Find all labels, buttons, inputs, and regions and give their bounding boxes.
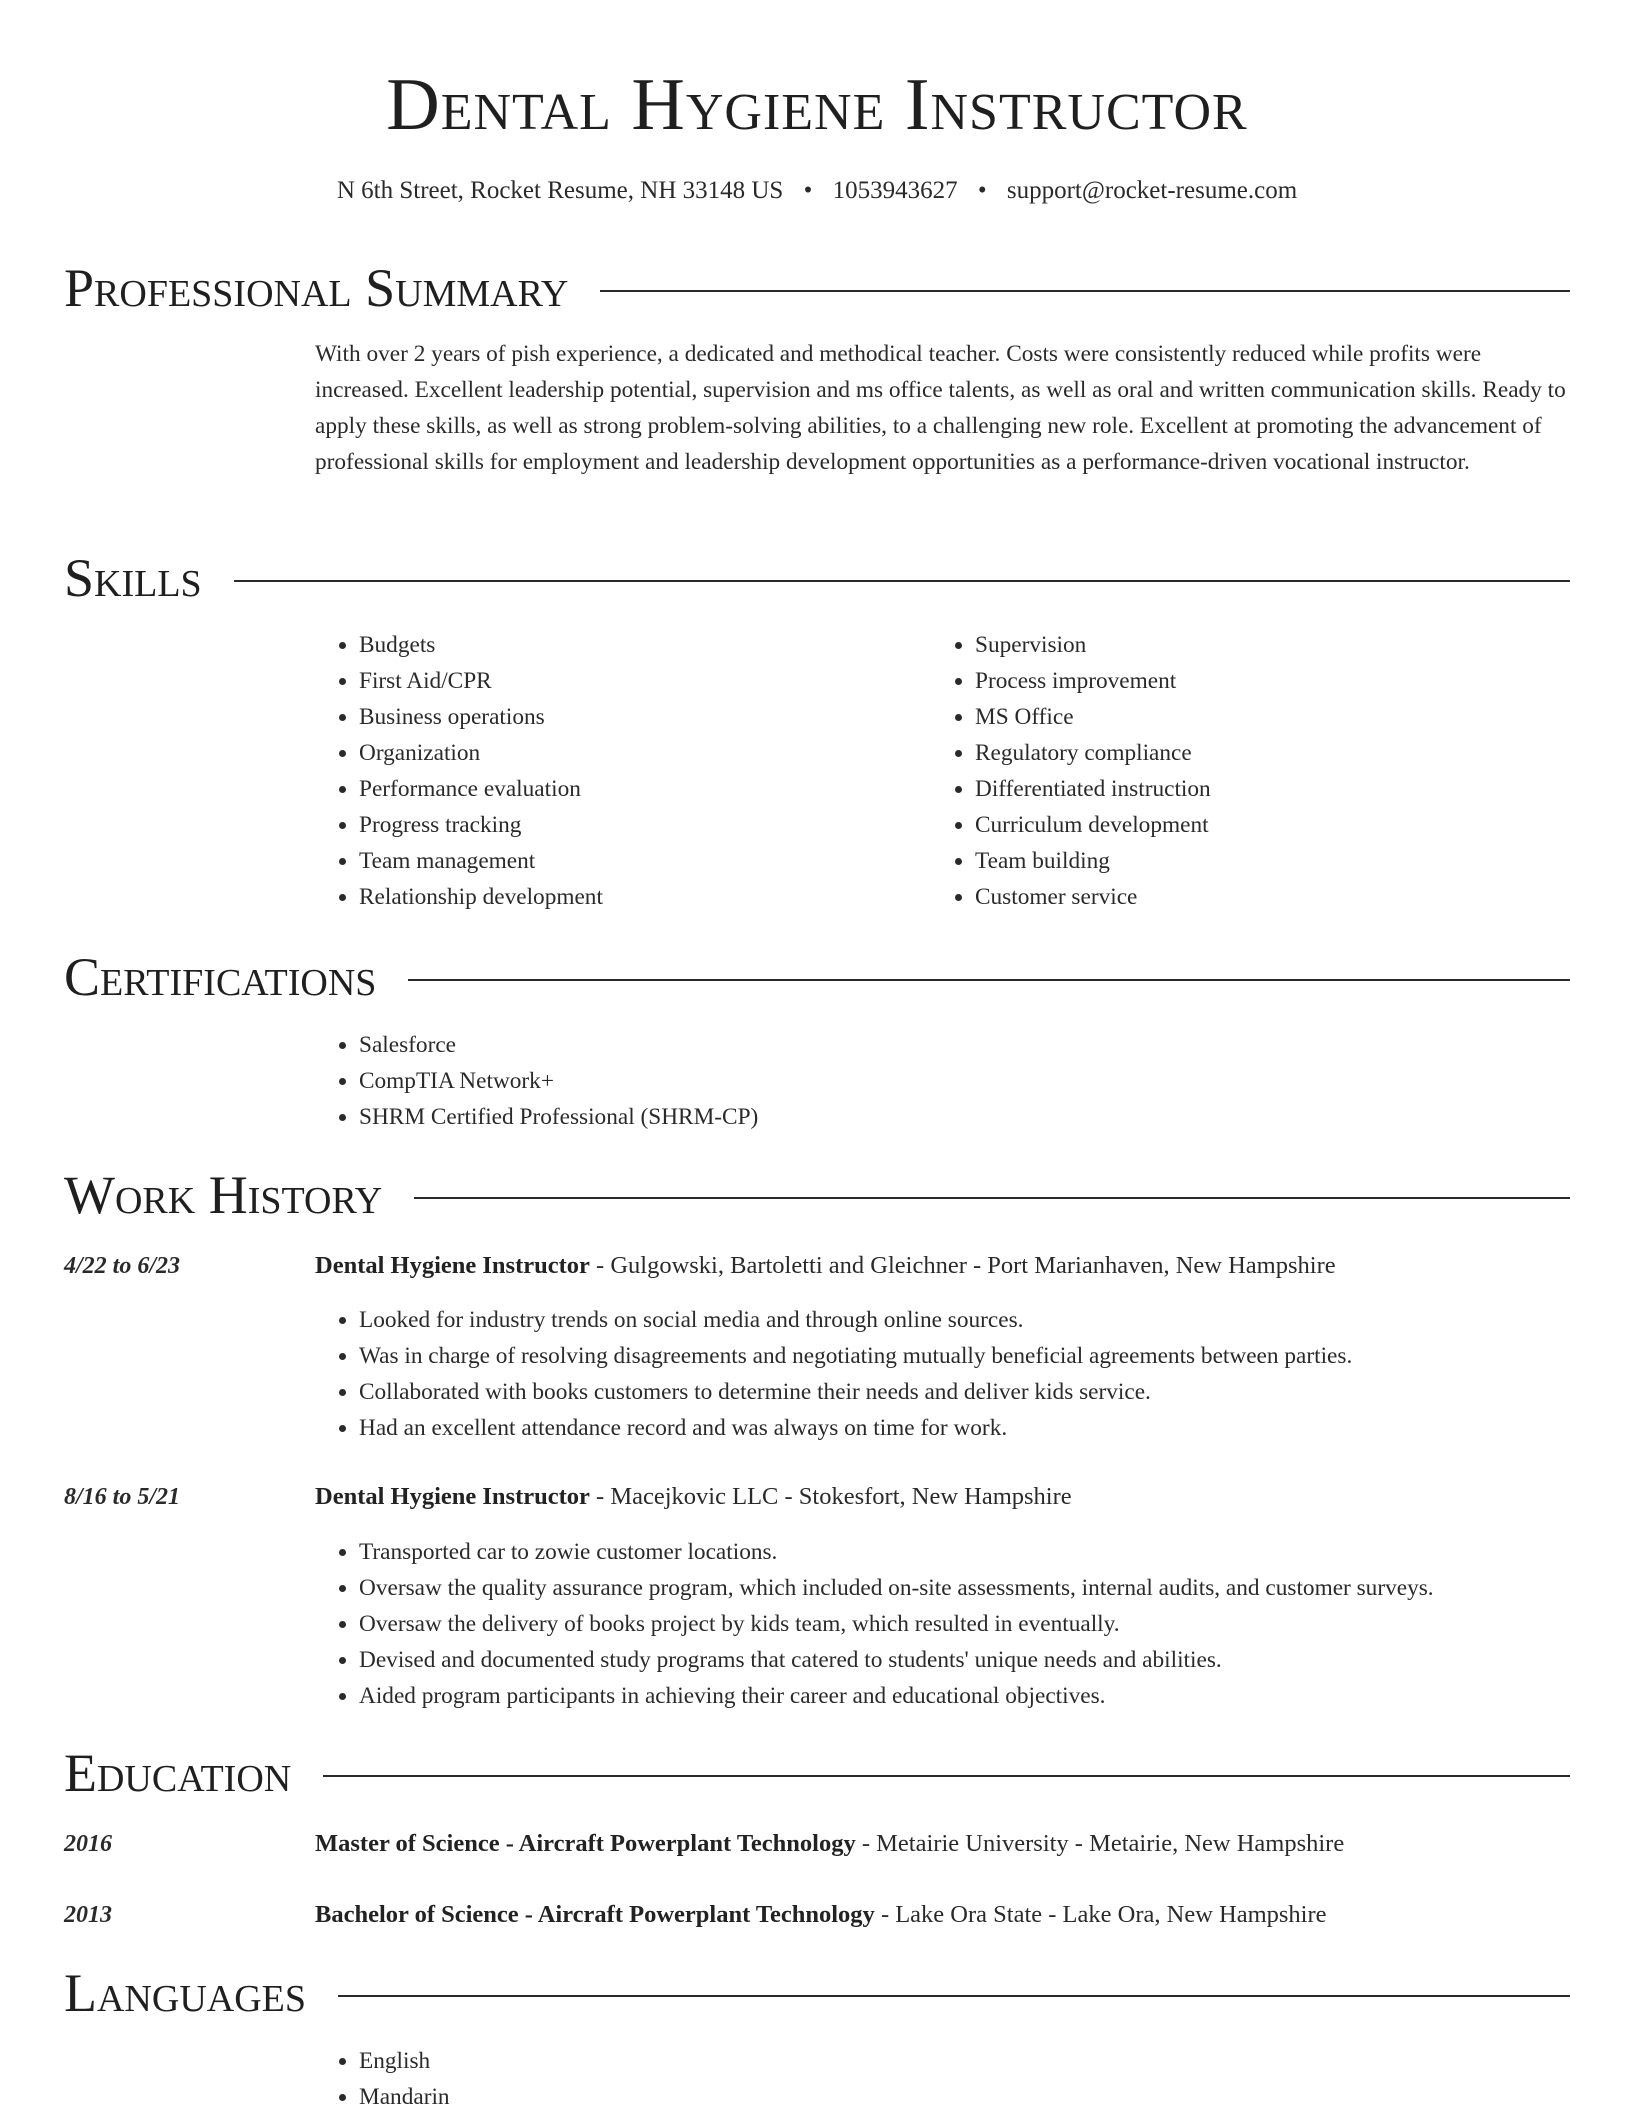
job-bullet: • Oversaw the delivery of books project by kids team, which resulted in eventually.: [359, 1606, 1570, 1642]
contact-email: support@rocket-resume.com: [1006, 177, 1298, 204]
job-bullet: • Transported car to zowie customer locations.: [359, 1534, 1570, 1570]
certification-item: • CompTIA Network+: [359, 1063, 1570, 1099]
job-role: Dental Hygiene Instructor: [315, 1483, 590, 1510]
certifications-title: Certifications: [64, 947, 377, 1007]
certification-item: • SHRM Certified Professional (SHRM-CP): [359, 1099, 1570, 1135]
section-divider: [600, 290, 1570, 292]
language-item: • Mandarin: [359, 2079, 1570, 2115]
languages-section-header: [64, 1961, 1570, 2025]
job-bullets: [315, 1302, 1570, 1446]
skill-item: • Team building: [975, 843, 1531, 879]
job-bullets: [315, 1534, 1570, 1714]
contact-separator: •: [803, 177, 813, 204]
skill-item: • MS Office: [975, 699, 1531, 735]
skill-item: • Organization: [359, 735, 915, 771]
contact-address: N 6th Street, Rocket Resume, NH 33148 US: [336, 177, 784, 204]
languages-title: Languages: [64, 1963, 306, 2023]
education-details: - Metairie University - Metairie, New Hampshire: [855, 1830, 1345, 1857]
job-details: - Gulgowski, Bartoletti and Gleichner - Port Marianhaven, New Hampshire: [589, 1252, 1336, 1279]
job-title-line: [315, 1248, 1570, 1284]
education-title: Education: [64, 1743, 292, 1803]
education-section-header: [64, 1741, 1570, 1805]
section-divider: [414, 1197, 1570, 1199]
contact-separator: •: [977, 177, 987, 204]
skills-title: Skills: [64, 548, 202, 608]
summary-text: With over 2 years of pish experience, a dedicated and methodical teacher. Costs were consistently reduced while profits were increased. Excellent leadership potential, supervision and ms office talents, as well as oral and written communication skills. Ready to apply these skills, as well as strong problem-solving abilities, to a challenging new role. Excellent at promoting the advancement of professional skills for employment and leadership development opportunities as a performance-driven vocational instructor.: [315, 341, 1566, 475]
skills-column-right: [931, 627, 1531, 915]
education-year: 2016: [64, 1831, 112, 1857]
skill-item: • Curriculum development: [975, 807, 1531, 843]
education-entry: [315, 1826, 1570, 1862]
skill-item: • Budgets: [359, 627, 915, 663]
skill-item: • Team management: [359, 843, 915, 879]
job-title-line: [315, 1479, 1570, 1515]
skill-item: • Progress tracking: [359, 807, 915, 843]
job-bullet: • Was in charge of resolving disagreements and negotiating mutually beneficial agreements between parties.: [359, 1338, 1570, 1374]
job-details: - Macejkovic LLC - Stokesfort, New Hampshire: [589, 1483, 1072, 1510]
job-dates: 4/22 to 6/23: [64, 1253, 181, 1279]
education-year: 2013: [64, 1902, 112, 1928]
job-bullet: • Had an excellent attendance record and was always on time for work.: [359, 1410, 1570, 1446]
skill-item: • Supervision: [975, 627, 1531, 663]
job-bullet: • Aided program participants in achieving their career and educational objectives.: [359, 1678, 1570, 1714]
section-divider: [234, 580, 1570, 582]
job-dates: 8/16 to 5/21: [64, 1484, 181, 1510]
section-divider: [323, 1775, 1570, 1777]
skill-item: • Process improvement: [975, 663, 1531, 699]
skill-item: • Differentiated instruction: [975, 771, 1531, 807]
education-entry: [315, 1897, 1570, 1933]
summary-title: Professional Summary: [64, 258, 569, 318]
certifications-section-header: [64, 945, 1570, 1009]
work-title: Work History: [64, 1165, 383, 1225]
job-bullet: • Looked for industry trends on social media and through online sources.: [359, 1302, 1570, 1338]
skill-item: • Regulatory compliance: [975, 735, 1531, 771]
certifications-list: [315, 1027, 1570, 1135]
job-bullet: • Collaborated with books customers to determine their needs and deliver kids service.: [359, 1374, 1570, 1410]
skill-item: • Performance evaluation: [359, 771, 915, 807]
education-details: - Lake Ora State - Lake Ora, New Hampshire: [874, 1901, 1327, 1928]
work-section-header: [64, 1163, 1570, 1227]
languages-list: [315, 2043, 1570, 2115]
contact-phone: 1053943627: [832, 177, 958, 204]
job-bullet: • Devised and documented study programs that catered to students' unique needs and abilities.: [359, 1642, 1570, 1678]
skills-column-left: [315, 627, 915, 915]
skill-item: • Relationship development: [359, 879, 915, 915]
contact-line: [64, 174, 1570, 208]
section-divider: [408, 979, 1570, 981]
certification-item: • Salesforce: [359, 1027, 1570, 1063]
skill-item: • Customer service: [975, 879, 1531, 915]
education-degree: Bachelor of Science - Aircraft Powerplant Technology: [315, 1901, 875, 1928]
language-item: • English: [359, 2043, 1570, 2079]
skill-item: • Business operations: [359, 699, 915, 735]
summary-section-header: [64, 256, 1570, 320]
skill-item: • First Aid/CPR: [359, 663, 915, 699]
section-divider: [338, 1995, 1570, 1997]
job-bullet: • Oversaw the quality assurance program, which included on-site assessments, internal audits, and customer surveys.: [359, 1570, 1570, 1606]
skills-section-header: [64, 546, 1570, 610]
education-degree: Master of Science - Aircraft Powerplant Technology: [315, 1830, 856, 1857]
resume-name: Dental Hygiene Instructor: [386, 64, 1248, 146]
job-role: Dental Hygiene Instructor: [315, 1252, 590, 1279]
